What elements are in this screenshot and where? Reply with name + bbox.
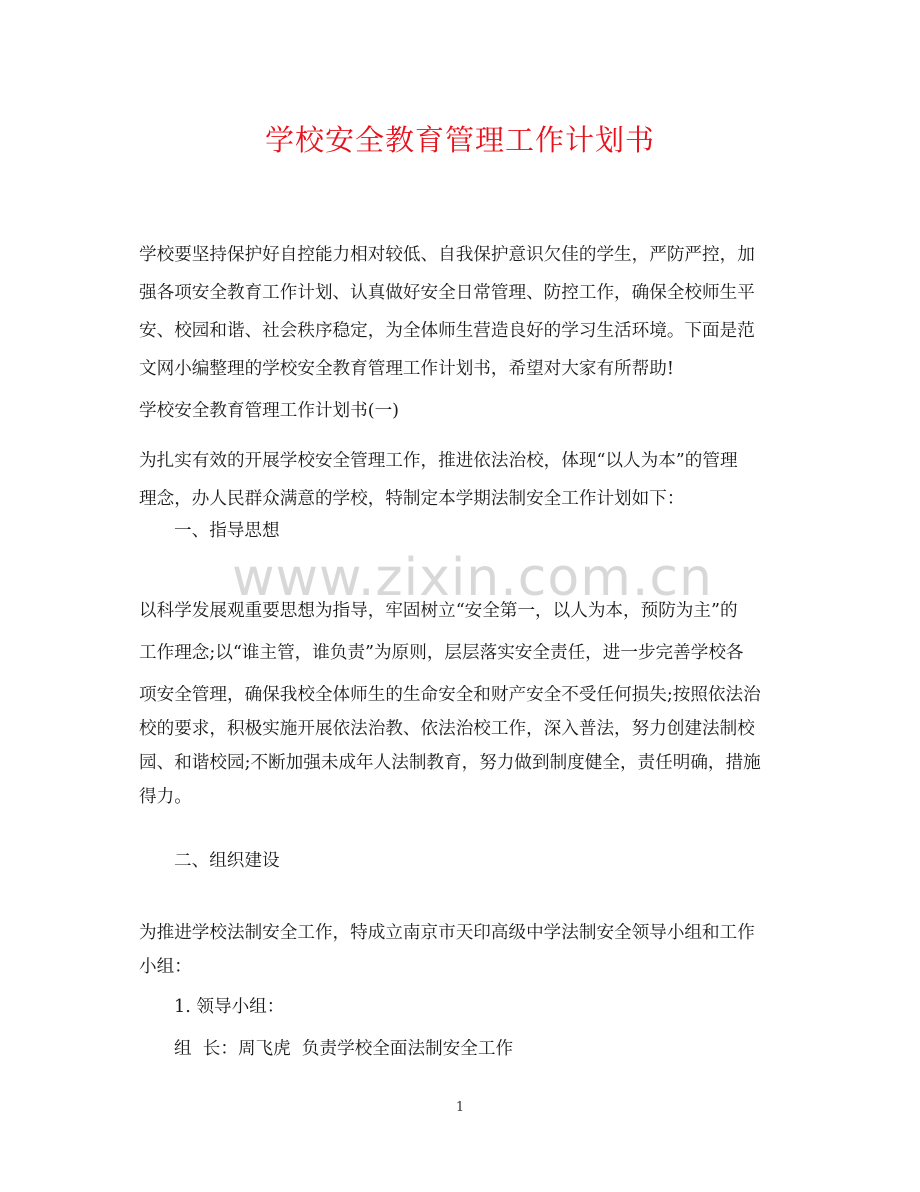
- paragraph-line: 小组：: [139, 957, 192, 977]
- heading-organization: 二、组织建设: [174, 851, 280, 871]
- intro-line: 学校要坚持保护好自控能力相对较低、自我保护意识欠佳的学生，严防严控，加: [139, 245, 755, 265]
- paragraph-line: 得力。: [139, 787, 192, 807]
- paragraph-line: 园、和谐校园;不断加强未成年人法制教育，努力做到制度健全，责任明确，措施: [139, 753, 761, 773]
- intro-line: 安、校园和谐、社会秩序稳定，为全体师生营造良好的学习生活环境。下面是范: [139, 321, 755, 341]
- paragraph-line: 以科学发展观重要思想为指导，牢固树立“安全第一，以人为本，预防为主”的: [139, 601, 738, 621]
- paragraph-line: 理念，办人民群众满意的学校，特制定本学期法制安全工作计划如下：: [139, 489, 685, 509]
- paragraph-line: 为扎实有效的开展学校安全管理工作，推进依法治校，体现“以人为本”的管理: [139, 451, 738, 471]
- intro-line: 文网小编整理的学校安全教育管理工作计划书，希望对大家有所帮助!: [139, 359, 674, 379]
- paragraph-line: 为推进学校法制安全工作，特成立南京市天印高级中学法制安全领导小组和工作: [139, 923, 755, 943]
- paragraph-organization: [139, 916, 784, 984]
- section-subtitle: 学校安全教育管理工作计划书(一): [139, 401, 400, 421]
- list-item-group-leader: 组 长：周飞虎 负责学校全面法制安全工作: [174, 1039, 514, 1059]
- paragraph-line: 项安全管理，确保我校全体师生的生命安全和财产安全不受任何损失;按照依法治: [139, 685, 761, 705]
- intro-paragraph: [139, 236, 784, 388]
- heading-guiding-thought: 一、指导思想: [174, 521, 280, 541]
- watermark: www.zixin.com.cn: [232, 548, 713, 608]
- list-item-leadership-group: 1. 领导小组：: [174, 997, 285, 1017]
- paragraph-purpose: [139, 442, 784, 518]
- paragraph-guiding-thought: [139, 594, 784, 814]
- paragraph-line: 工作理念;以“谁主管，谁负责”为原则，层层落实安全责任，进一步完善学校各: [139, 643, 744, 663]
- page-number: 1: [455, 1100, 465, 1115]
- intro-line: 强各项安全教育工作计划、认真做好安全日常管理、防控工作，确保全校师生平: [139, 283, 755, 303]
- paragraph-line: 校的要求，积极实施开展依法治教、依法治校工作，深入普法，努力创建法制校: [139, 719, 755, 739]
- document-title: 学校安全教育管理工作计划书: [264, 123, 655, 157]
